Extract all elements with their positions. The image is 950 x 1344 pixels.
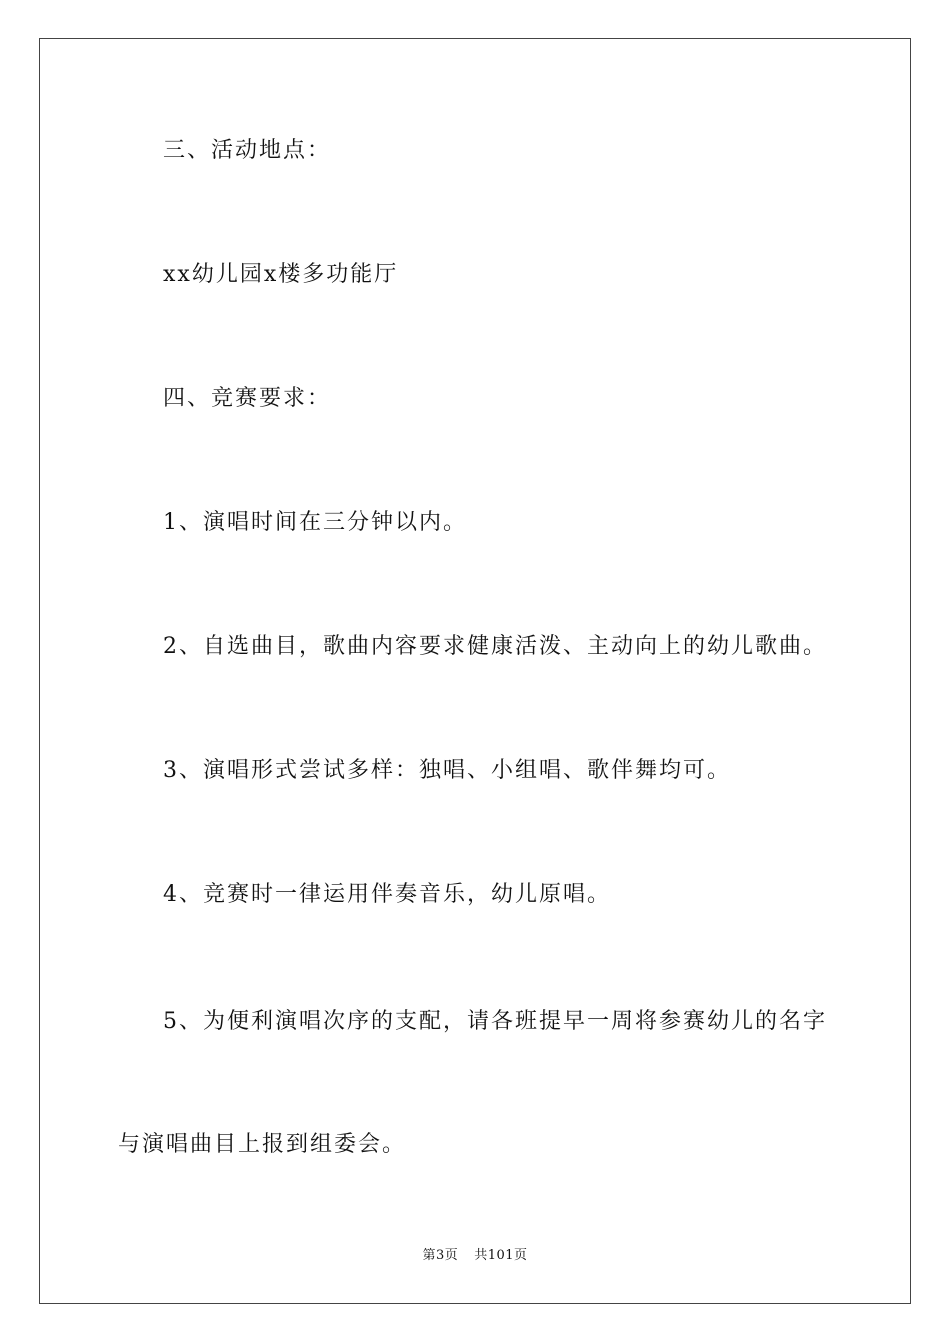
page-footer bbox=[0, 1247, 950, 1265]
requirement-item-4: 4、竞赛时一律运用伴奏音乐，幼儿原唱。 bbox=[163, 882, 611, 907]
page-number: 第3页 bbox=[422, 1248, 459, 1263]
requirement-item-5-continued: 与演唱曲目上报到组委会。 bbox=[118, 1132, 407, 1157]
requirement-item-1: 1、演唱时间在三分钟以内。 bbox=[163, 510, 467, 535]
section-heading-requirements: 四、竞赛要求： bbox=[163, 386, 332, 411]
total-pages: 共101页 bbox=[474, 1248, 528, 1263]
requirement-item-2: 2、自选曲目，歌曲内容要求健康活泼、主动向上的幼儿歌曲。 bbox=[163, 634, 827, 659]
requirement-item-5: 5、为便利演唱次序的支配，请各班提早一周将参赛幼儿的名字 bbox=[163, 1009, 827, 1034]
location-text: xx幼儿园x楼多功能厅 bbox=[163, 262, 399, 287]
page-border bbox=[39, 38, 911, 1304]
section-heading-location: 三、活动地点： bbox=[163, 138, 332, 163]
requirement-item-3: 3、演唱形式尝试多样：独唱、小组唱、歌伴舞均可。 bbox=[163, 758, 731, 783]
